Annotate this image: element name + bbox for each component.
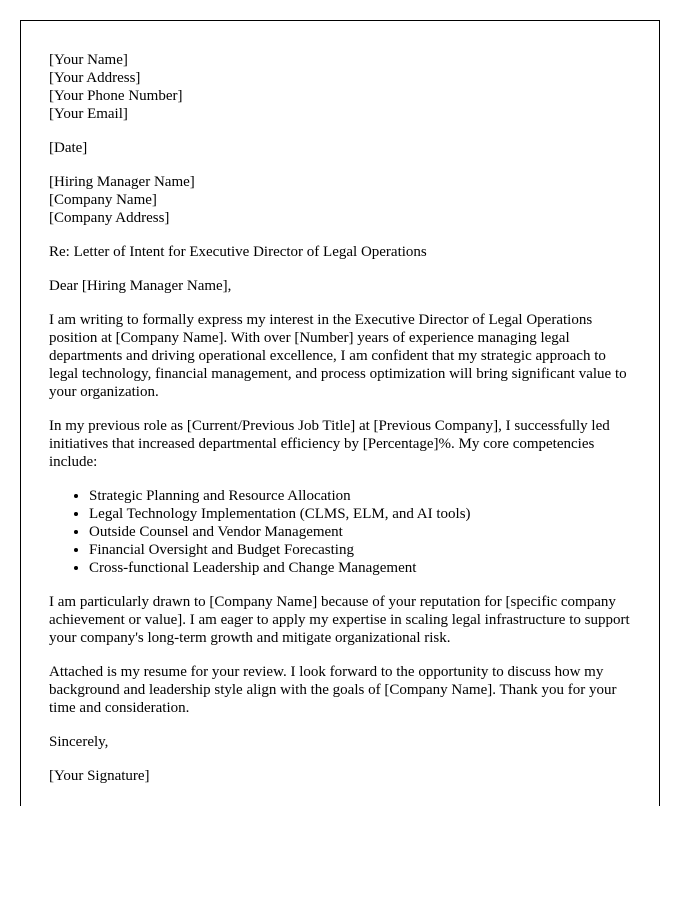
recipient-name: [Hiring Manager Name] [49,174,195,190]
competencies-list [49,487,631,577]
date-block [49,139,631,157]
letter-date: [Date] [49,140,88,156]
sender-address: [Your Address] [49,70,141,86]
subject-line: Re: Letter of Intent for Executive Director of Legal Operations [49,244,427,260]
experience-paragraph: In my previous role as [Current/Previous Job Title] at [Previous Company], I successfully led initiatives that increased departmental efficiency by [Percentage]%. My core competencies include: [49,418,610,470]
sender-block [49,51,631,123]
closing-phrase: Sincerely, [49,734,109,750]
sender-email: [Your Email] [49,106,128,122]
interest-paragraph: I am particularly drawn to [Company Name] because of your reputation for [specific company achievement or value]. I am eager to apply my expertise in scaling legal infrastructure to support your company's long-term growth and mitigate organizational risk. [49,594,630,646]
salutation: Dear [Hiring Manager Name], [49,278,232,294]
recipient-address: [Company Address] [49,210,170,226]
letter-page [20,20,660,806]
recipient-block [49,173,631,227]
sender-phone: [Your Phone Number] [49,88,183,104]
list-item: • Financial Oversight and Budget Forecasting [89,541,631,559]
list-item: • Cross-functional Leadership and Change Management [89,559,631,577]
list-item: • Strategic Planning and Resource Allocation [89,487,631,505]
signature: [Your Signature] [49,768,150,784]
list-item: • Legal Technology Implementation (CLMS, ELM, and AI tools) [89,505,631,523]
closing-paragraph: Attached is my resume for your review. I look forward to the opportunity to discuss how my background and leadership style align with the goals of [Company Name]. Thank you for your time and consideration. [49,664,617,716]
recipient-company: [Company Name] [49,192,157,208]
sender-name: [Your Name] [49,52,128,68]
intro-paragraph: I am writing to formally express my interest in the Executive Director of Legal Operations position at [Company Name]. With over [Number] years of experience managing legal departments and driving operational excellence, I am confident that my strategic approach to legal technology, financial management, and process optimization will bring significant value to your organization. [49,312,627,400]
list-item: • Outside Counsel and Vendor Management [89,523,631,541]
